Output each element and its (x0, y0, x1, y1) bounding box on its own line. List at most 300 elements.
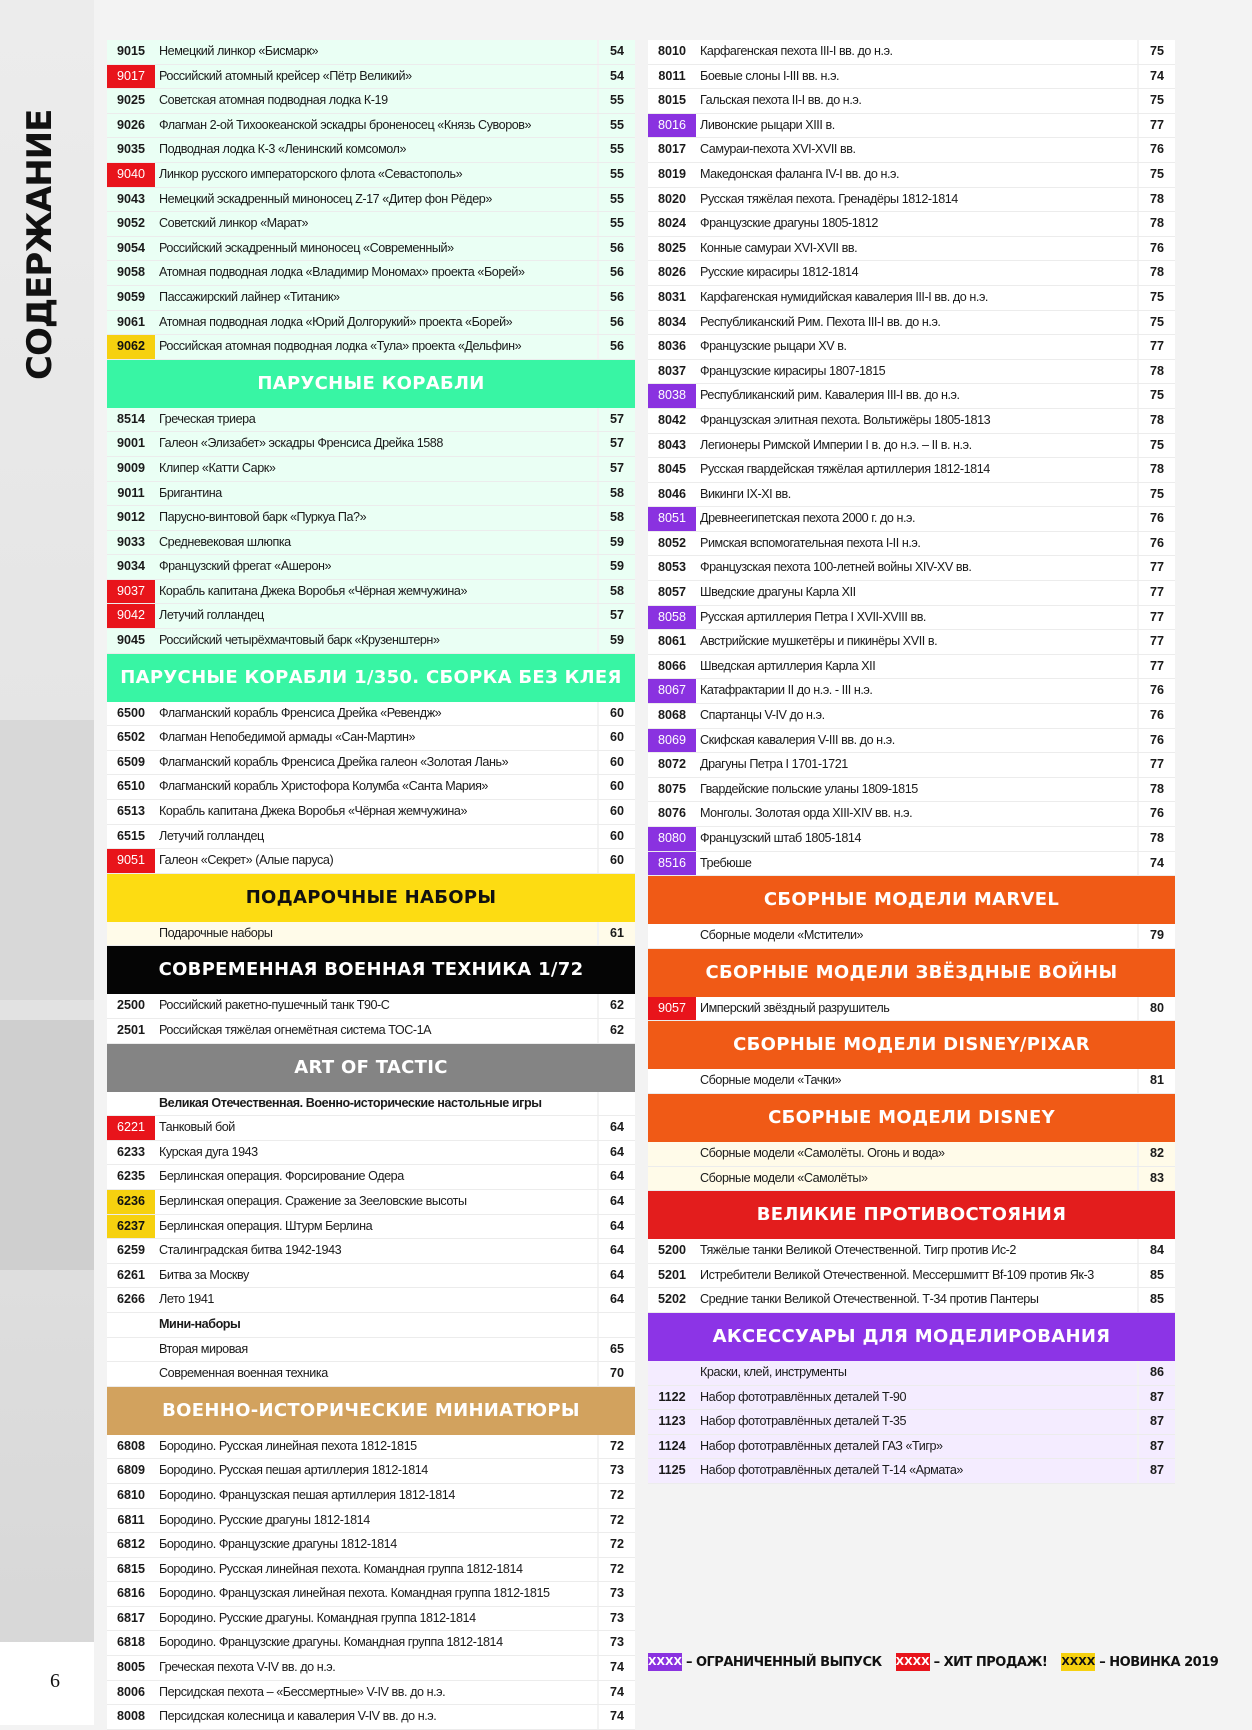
ships-list (107, 40, 635, 360)
item-code: 9043 (116, 191, 146, 206)
item-page: 76 (1137, 532, 1175, 556)
item-page: 87 (1137, 1459, 1175, 1483)
item-title: Боевые слоны I-III вв. н.э. (700, 68, 840, 83)
table-row (648, 1386, 1175, 1411)
item-page: 61 (597, 922, 635, 946)
item-code: 8005 (116, 1660, 146, 1675)
table-row (648, 1069, 1175, 1094)
item-page: 59 (597, 531, 635, 555)
item-title: Бородино. Французская пешая артиллерия 1812-1814 (159, 1487, 455, 1502)
item-page: 60 (597, 775, 635, 799)
item-page: 75 (1137, 163, 1175, 187)
item-title: Катафрактарии II до н.э. - III н.э. (700, 683, 873, 698)
table-row (107, 286, 635, 311)
table-row (107, 261, 635, 286)
legend-swatch-hit: XXXX (896, 1653, 930, 1671)
item-page: 58 (597, 580, 635, 604)
item-title: Карфагенская пехота III-I вв. до н.э. (700, 44, 893, 58)
item-title: Ливонские рыцари XIII в. (700, 117, 835, 132)
section-header-sailing-350: ПАРУСНЫЕ КОРАБЛИ 1/350. СБОРКА БЕЗ КЛЕЯ (107, 654, 635, 702)
miniatures-list (107, 1435, 635, 1730)
item-title: Драгуны Петра I 1701-1721 (700, 757, 848, 772)
table-row (648, 556, 1175, 581)
item-title: Флагман 2-ой Тихоокеанской эскадры броненосец «Князь Суворов» (159, 117, 532, 132)
item-title: Средневековая шлюпка (159, 534, 291, 549)
item-title: Российский атомный крейсер «Пётр Великий» (159, 68, 412, 83)
item-title: Викинги IX-XI вв. (700, 486, 791, 501)
section-header-miniatures: ВОЕННО-ИСТОРИЧЕСКИЕ МИНИАТЮРЫ (107, 1387, 635, 1435)
item-code: 9051 (107, 849, 155, 873)
table-row (107, 1190, 635, 1215)
item-title: Бородино. Русская пешая артиллерия 1812-1814 (159, 1463, 428, 1478)
table-row (107, 1116, 635, 1141)
item-title: Парусно-винтовой барк «Пуркуа Па?» (159, 510, 367, 525)
legend-hit: – ХИТ ПРОДАЖ! (933, 1654, 1048, 1670)
section-header-disney-pixar: СБОРНЫЕ МОДЕЛИ DISNEY/PIXAR (648, 1021, 1175, 1069)
item-page: 74 (597, 1705, 635, 1729)
item-code: 6266 (116, 1292, 146, 1307)
table-row (107, 457, 635, 482)
item-code: 1123 (658, 1414, 686, 1429)
item-page: 78 (1137, 409, 1175, 433)
item-title: Французский фрегат «Ашерон» (159, 559, 332, 574)
item-page: 78 (1137, 188, 1175, 212)
item-code: 6817 (116, 1610, 146, 1625)
item-page: 85 (1137, 1288, 1175, 1312)
item-page: 72 (597, 1484, 635, 1508)
table-row (107, 1435, 635, 1460)
item-code: 6513 (116, 804, 146, 819)
item-page: 73 (597, 1459, 635, 1483)
item-title: Конные самураи XVI-XVII вв. (700, 240, 858, 255)
item-code: 8045 (657, 462, 687, 477)
marvel-list (648, 924, 1175, 949)
item-title: Сборные модели «Мстители» (700, 928, 864, 943)
item-title: Российская тяжёлая огнемётная система ТОС-1А (159, 1023, 432, 1037)
item-page: 76 (1137, 729, 1175, 753)
item-page: 78 (1137, 458, 1175, 482)
item-title: Линкор русского императорского флота «Севастополь» (159, 166, 463, 181)
table-row (107, 237, 635, 262)
item-page: 60 (597, 726, 635, 750)
item-title: Флагман Непобедимой армады «Сан-Мартин» (159, 730, 416, 745)
item-page: 77 (1137, 335, 1175, 359)
table-row (648, 581, 1175, 606)
table-row (648, 1410, 1175, 1435)
table-row (107, 1509, 635, 1534)
item-code: 8080 (648, 827, 696, 851)
item-code: 9017 (107, 65, 155, 89)
item-title: Подводная лодка К-3 «Ленинский комсомол» (159, 142, 407, 157)
item-title: Гвардейские польские уланы 1809-1815 (700, 781, 918, 796)
item-page: 64 (597, 1264, 635, 1288)
item-code (107, 1362, 155, 1386)
table-row (107, 800, 635, 825)
table-row (107, 432, 635, 457)
table-row (648, 483, 1175, 508)
item-title: Сталинградская битва 1942-1943 (159, 1243, 342, 1258)
item-code: 8042 (657, 412, 687, 427)
item-title: Сборные модели «Самолёты. Огонь и вода» (700, 1145, 945, 1160)
item-code: 8052 (657, 535, 687, 550)
section-header-gifts: ПОДАРОЧНЫЕ НАБОРЫ (107, 874, 635, 922)
table-row (107, 1019, 635, 1044)
table-row (107, 138, 635, 163)
table-row (648, 89, 1175, 114)
item-title: Русская тяжёлая пехота. Гренадёры 1812-1814 (700, 191, 958, 206)
item-code: 1122 (658, 1389, 686, 1404)
disney-list (648, 1142, 1175, 1191)
item-title: Самураи-пехота XVI-XVII вв. (700, 142, 856, 157)
item-title: Берлинская операция. Штурм Берлина (159, 1218, 373, 1233)
item-title: Бородино. Французские драгуны 1812-1814 (159, 1537, 397, 1552)
item-title: Набор фототравлённых деталей Т-14 «Армата» (700, 1463, 963, 1478)
item-page: 64 (597, 1239, 635, 1263)
item-title: Бородино. Русские драгуны. Командная группа 1812-1814 (159, 1610, 476, 1625)
item-page: 65 (597, 1338, 635, 1362)
item-code: 8011 (658, 68, 686, 83)
table-row (648, 852, 1175, 877)
item-title: Македонская фаланга IV-I вв. до н.э. (700, 166, 900, 181)
item-page: 76 (1137, 679, 1175, 703)
item-code: 9025 (116, 93, 146, 108)
item-code: 8019 (657, 166, 687, 181)
item-title: Набор фототравлённых деталей ГАЗ «Тигр» (700, 1438, 943, 1453)
table-row (648, 65, 1175, 90)
section-header-star-wars: СБОРНЫЕ МОДЕЛИ ЗВЁЗДНЫЕ ВОЙНЫ (648, 949, 1175, 997)
item-title: Берлинская операция. Форсирование Одера (159, 1169, 404, 1184)
item-title: Французские рыцари XV в. (700, 339, 847, 354)
item-page: 78 (1137, 212, 1175, 236)
item-code: 8066 (657, 658, 687, 673)
item-code: 6811 (117, 1512, 145, 1527)
item-title: Гальская пехота II-I вв. до н.э. (700, 93, 862, 108)
item-title: Лето 1941 (159, 1292, 214, 1307)
table-row (648, 114, 1175, 139)
table-row (648, 335, 1175, 360)
table-row (107, 580, 635, 605)
item-code (648, 924, 696, 948)
item-page: 59 (597, 629, 635, 653)
disney-pixar-list (648, 1069, 1175, 1094)
item-code (648, 1069, 696, 1093)
item-code: 8017 (657, 142, 687, 157)
item-title: Спартанцы V-IV до н.э. (700, 708, 825, 723)
item-title: Советский линкор «Марат» (159, 216, 309, 231)
item-title: Русские кирасиры 1812-1814 (700, 265, 859, 280)
item-page: 64 (597, 1165, 635, 1189)
table-row (107, 994, 635, 1019)
item-page: 85 (1137, 1264, 1175, 1288)
legend (648, 1652, 1219, 1672)
item-title: Бородино. Русская линейная пехота. Командная группа 1812-1814 (159, 1561, 523, 1576)
item-title: Бородино. Французская линейная пехота. Командная группа 1812-1815 (159, 1586, 550, 1601)
item-code: 8514 (116, 411, 146, 426)
item-title: Танковый бой (159, 1120, 235, 1135)
legend-limited: – ОГРАНИЧЕННЫЙ ВЫПУСК (685, 1654, 882, 1670)
section-header-confrontations: ВЕЛИКИЕ ПРОТИВОСТОЯНИЯ (648, 1191, 1175, 1239)
table-row (107, 188, 635, 213)
item-code: 6812 (116, 1537, 146, 1552)
modern-list (107, 994, 635, 1043)
item-code: 8016 (648, 114, 696, 138)
item-code: 9057 (648, 997, 696, 1021)
item-page: 58 (597, 506, 635, 530)
item-page: 60 (597, 702, 635, 726)
item-code: 9037 (107, 580, 155, 604)
item-title: Шведская артиллерия Карла XII (700, 658, 876, 673)
item-page: 56 (597, 261, 635, 285)
item-title: Французские кирасиры 1807-1815 (700, 363, 886, 378)
item-page: 81 (1137, 1069, 1175, 1093)
item-page: 62 (597, 994, 635, 1018)
item-title: Российский четырёхмачтовый барк «Крузенштерн» (159, 633, 440, 648)
item-code: 8061 (657, 634, 687, 649)
table-row (107, 89, 635, 114)
item-page: 78 (1137, 261, 1175, 285)
item-code: 8051 (648, 507, 696, 531)
table-row (107, 408, 635, 433)
item-title: Галеон «Элизабет» эскадры Френсиса Дрейка 1588 (159, 436, 443, 451)
table-row (107, 40, 635, 65)
table-row (648, 704, 1175, 729)
item-title: Сборные модели «Тачки» (700, 1073, 842, 1088)
item-title: Набор фототравлённых деталей Т-90 (700, 1389, 907, 1404)
item-page: 77 (1137, 556, 1175, 580)
item-page: 72 (597, 1509, 635, 1533)
table-row (107, 1141, 635, 1166)
item-title: Российский эскадренный миноносец «Современный» (159, 240, 454, 255)
item-code: 8031 (657, 289, 687, 304)
item-page: 75 (1137, 311, 1175, 335)
item-code: 9052 (116, 216, 146, 231)
item-code (648, 1361, 696, 1385)
item-code: 9059 (116, 289, 146, 304)
table-row (107, 1362, 635, 1387)
item-title: Истребители Великой Отечественной. Мессершмитт Bf-109 против Як-3 (700, 1267, 1094, 1282)
table-row (107, 1582, 635, 1607)
item-page: 75 (1137, 89, 1175, 113)
subheader: Мини-наборы (107, 1313, 635, 1338)
table-row (107, 751, 635, 776)
item-title: Бородино. Русские драгуны 1812-1814 (159, 1512, 370, 1527)
item-code: 9033 (116, 534, 146, 549)
item-title: Набор фототравлённых деталей Т-35 (700, 1414, 907, 1429)
item-page: 64 (597, 1116, 635, 1140)
item-code: 9040 (107, 163, 155, 187)
table-row (648, 409, 1175, 434)
item-title: Флагманский корабль Христофора Колумба «Санта Мария» (159, 779, 488, 794)
item-page: 78 (1137, 360, 1175, 384)
item-page: 75 (1137, 286, 1175, 310)
table-row (107, 482, 635, 507)
item-code: 1124 (658, 1438, 686, 1453)
item-code: 8015 (657, 93, 687, 108)
item-code: 5201 (657, 1267, 687, 1282)
item-code: 9026 (116, 117, 146, 132)
table-row (107, 163, 635, 188)
table-row (107, 212, 635, 237)
table-row (107, 1264, 635, 1289)
table-row (648, 1361, 1175, 1386)
item-code: 6808 (116, 1438, 146, 1453)
miniatures-list-continued (648, 40, 1175, 876)
table-row (648, 778, 1175, 803)
item-title: Шведские драгуны Карла XII (700, 585, 856, 600)
item-code: 9011 (117, 485, 145, 500)
item-page: 60 (597, 800, 635, 824)
item-page: 64 (597, 1141, 635, 1165)
table-row (107, 1681, 635, 1706)
item-title: Флагманский корабль Френсиса Дрейка галеон «Золотая Лань» (159, 754, 509, 769)
table-row (107, 1631, 635, 1656)
item-page: 76 (1137, 802, 1175, 826)
gifts-list (107, 922, 635, 947)
item-page: 55 (597, 163, 635, 187)
item-code (648, 1142, 696, 1166)
item-code: 6261 (116, 1267, 146, 1282)
item-page: 77 (1137, 655, 1175, 679)
item-page: 87 (1137, 1435, 1175, 1459)
legend-new: – НОВИНКА 2019 (1099, 1654, 1219, 1670)
table-row (648, 1459, 1175, 1484)
item-code: 6221 (107, 1116, 155, 1140)
item-code: 9015 (116, 44, 146, 58)
item-title: Тяжёлые танки Великой Отечественной. Тигр против Ис-2 (700, 1243, 1016, 1258)
table-row (107, 849, 635, 874)
item-page: 74 (1137, 852, 1175, 876)
item-page: 72 (597, 1558, 635, 1582)
item-title: Современная военная техника (159, 1366, 328, 1381)
item-code: 9035 (116, 142, 146, 157)
item-code: 6509 (116, 754, 146, 769)
table-row (107, 726, 635, 751)
sailing-350-list (107, 702, 635, 874)
item-title: Требюше (700, 855, 752, 870)
table-row (648, 1288, 1175, 1313)
table-row (648, 924, 1175, 949)
item-code: 8006 (116, 1684, 146, 1699)
table-row (107, 1338, 635, 1363)
item-code: 9058 (116, 265, 146, 280)
item-page: 77 (1137, 581, 1175, 605)
table-row (107, 1288, 635, 1313)
background-shape (0, 720, 94, 1000)
table-row (107, 922, 635, 947)
item-page: 77 (1137, 630, 1175, 654)
item-title: Атомная подводная лодка «Владимир Мономах» проекта «Борей» (159, 265, 525, 280)
item-page: 56 (597, 286, 635, 310)
item-code: 5200 (657, 1243, 687, 1258)
item-title: Российский ракетно-пушечный танк Т90-С (159, 998, 390, 1013)
item-code: 6235 (116, 1169, 146, 1184)
item-code: 8010 (657, 44, 687, 58)
item-page: 80 (1137, 997, 1175, 1021)
item-code: 6233 (116, 1144, 146, 1159)
item-code: 8043 (657, 437, 687, 452)
page-number: 6 (0, 1642, 94, 1725)
legend-swatch-new: XXXX (1061, 1653, 1095, 1671)
item-page: 87 (1137, 1410, 1175, 1434)
item-code: 8024 (657, 216, 687, 231)
item-page: 62 (597, 1019, 635, 1043)
item-page: 57 (597, 408, 635, 432)
item-title: Французский штаб 1805-1814 (700, 831, 862, 845)
item-title: Имперский звёздный разрушитель (700, 1000, 890, 1015)
table-row (648, 384, 1175, 409)
item-code: 9001 (116, 436, 146, 451)
item-code: 9012 (116, 510, 146, 525)
table-row (648, 237, 1175, 262)
item-page: 54 (597, 40, 635, 64)
item-title: Клипер «Катти Сарк» (159, 460, 276, 475)
item-code: 6236 (107, 1190, 155, 1214)
item-page: 59 (597, 555, 635, 579)
item-title: Немецкий эскадренный миноносец Z-17 «Дитер фон Рёдер» (159, 191, 492, 206)
star-wars-list (648, 997, 1175, 1022)
item-title: Летучий голландец (159, 828, 264, 843)
item-page: 55 (597, 212, 635, 236)
table-row (648, 802, 1175, 827)
table-row (107, 1459, 635, 1484)
item-title: Вторая мировая (159, 1341, 248, 1356)
item-title: Австрийские мушкетёры и пикинёры XVII в. (700, 634, 938, 649)
item-code: 6502 (116, 730, 146, 745)
table-row (648, 360, 1175, 385)
item-code: 6237 (107, 1215, 155, 1239)
art-of-tactic-list (107, 1116, 635, 1313)
table-row (107, 1533, 635, 1558)
item-code: 8008 (116, 1709, 146, 1724)
table-row (107, 1239, 635, 1264)
item-title: Русская гвардейская тяжёлая артиллерия 1812-1814 (700, 462, 990, 477)
item-code: 9054 (116, 240, 146, 255)
item-code: 8025 (657, 240, 687, 255)
item-code: 8046 (657, 486, 687, 501)
accessories-list (648, 1361, 1175, 1484)
item-page: 79 (1137, 924, 1175, 948)
item-code: 9061 (116, 314, 146, 329)
table-row (648, 507, 1175, 532)
item-code: 6500 (116, 705, 146, 720)
item-code: 8068 (657, 708, 687, 723)
left-column (107, 40, 635, 1730)
item-page: 70 (597, 1362, 635, 1386)
item-title: Подарочные наборы (159, 925, 273, 940)
table-row (648, 138, 1175, 163)
table-row (107, 65, 635, 90)
item-code: 8516 (648, 852, 696, 876)
item-code: 6810 (116, 1487, 146, 1502)
item-title: Пассажирский лайнер «Титаник» (159, 289, 340, 304)
item-code: 6809 (116, 1463, 146, 1478)
table-row (107, 1165, 635, 1190)
table-row (648, 679, 1175, 704)
item-page: 55 (597, 114, 635, 138)
table-row (107, 531, 635, 556)
item-code (107, 922, 155, 946)
item-page: 64 (597, 1190, 635, 1214)
item-title: Средние танки Великой Отечественной. Т-34 против Пантеры (700, 1292, 1039, 1307)
item-title: Российская атомная подводная лодка «Тула» проекта «Дельфин» (159, 339, 522, 354)
item-title: Советская атомная подводная лодка К-19 (159, 93, 388, 108)
item-title: Республиканский Рим. Пехота III-I вв. до н.э. (700, 314, 941, 329)
table-row (648, 458, 1175, 483)
table-row (648, 311, 1175, 336)
item-code: 5202 (657, 1292, 687, 1307)
item-code: 6816 (116, 1586, 146, 1601)
item-code: 9042 (107, 604, 155, 628)
